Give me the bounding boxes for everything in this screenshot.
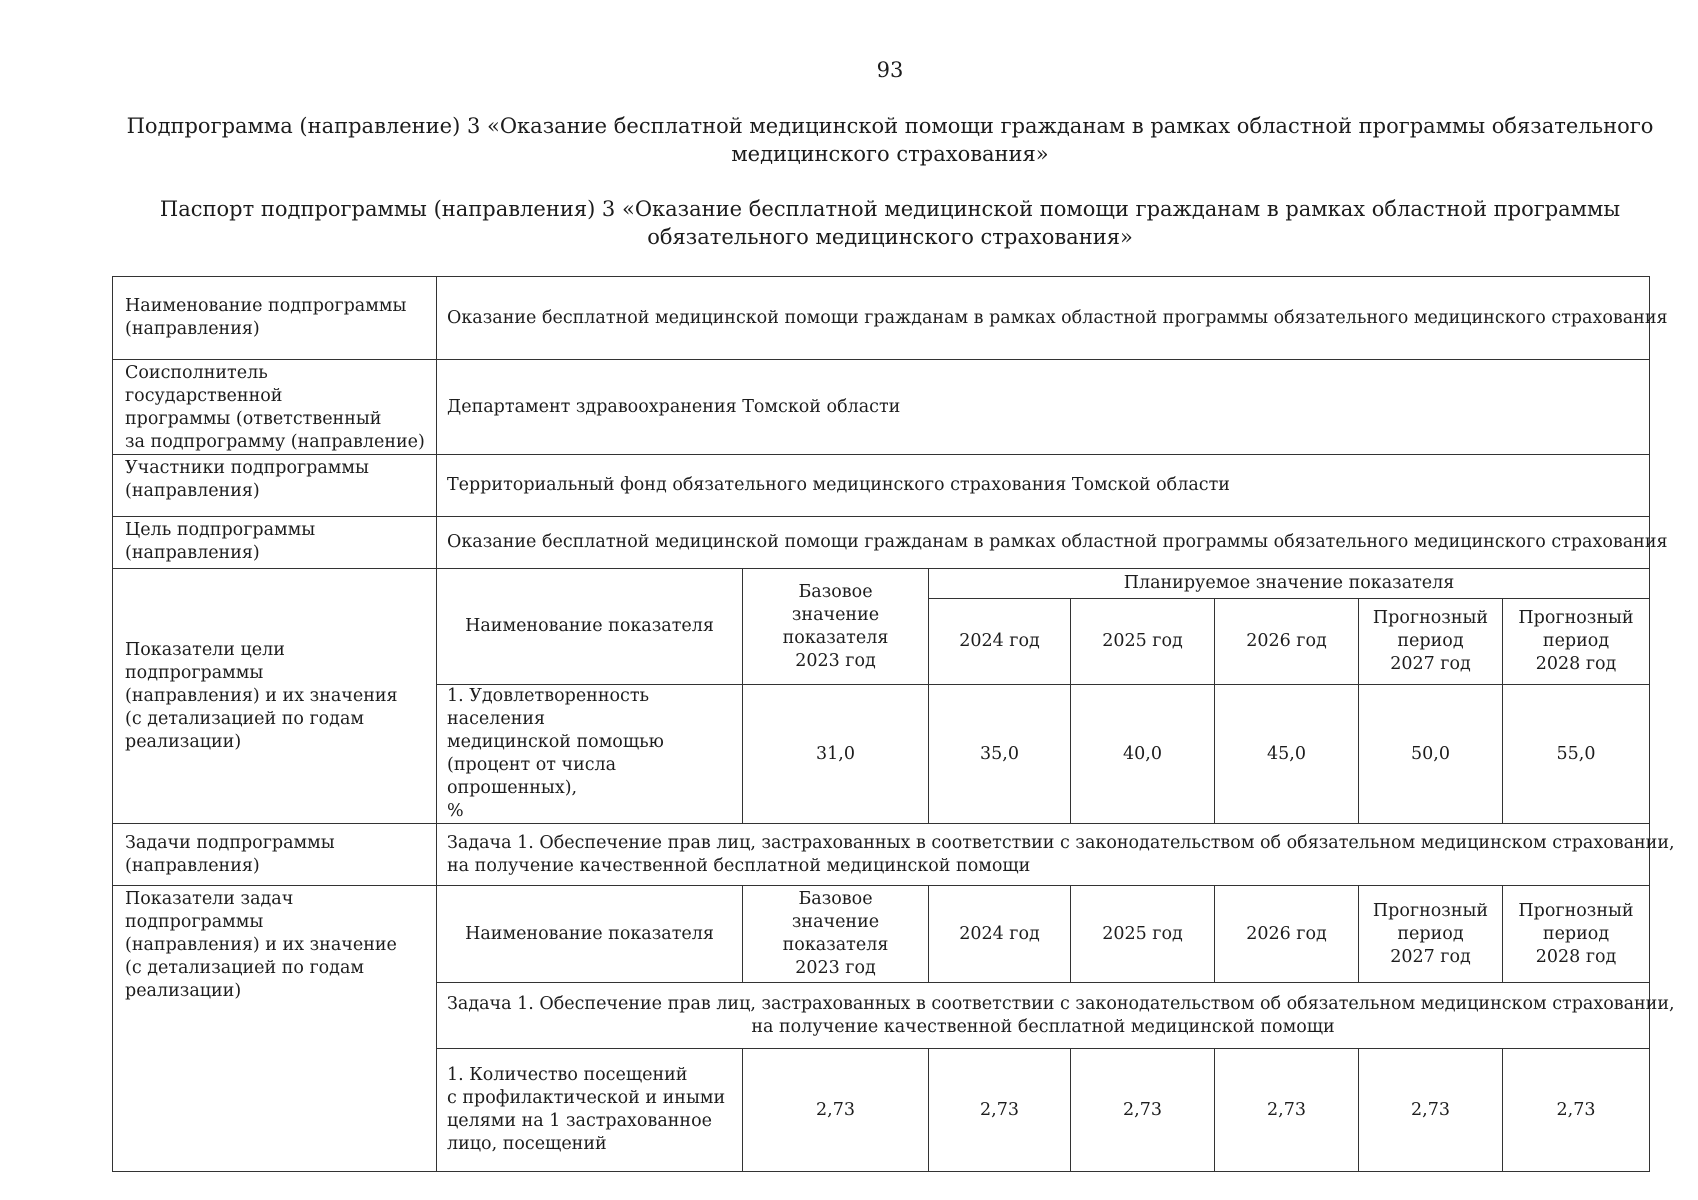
tasks-label-line2: (направления) [125,856,260,876]
tasks-label [113,824,437,886]
participants-value: Территориальный фонд обязательного медицинского страхования Томской области [437,455,1650,517]
task-indicator-name-line4: лицо, посещений [447,1134,607,1154]
goal-label-line2: (направления) [125,543,260,563]
task-indicators-label-line2: (направления) и их значение [125,935,397,955]
coexecutor-label [113,360,437,455]
goal-indicator-name-line4: % [447,801,464,821]
task-value-2028: 2,73 [1503,1049,1650,1172]
task-indicators-label-line1: Показатели задач подпрограммы [125,889,294,932]
participants-label [113,455,437,517]
task-indicators-label-line4: реализации) [125,981,242,1001]
goal-label [113,517,437,569]
task-indicator-name [437,1049,743,1172]
task-indicators-task-text [437,983,1675,1049]
task-forecast-2027-line1: Прогнозный [1372,900,1489,921]
task-forecast-2028-line1: Прогнозный [1518,900,1634,921]
passport-title-line2: обязательного медицинского страхования» [647,225,1133,249]
task-base-header-line3: 2023 год [795,958,876,978]
goal-forecast-2027-line1: Прогнозный [1372,608,1489,628]
tasks-label-line1: Задачи подпрограммы [125,833,335,853]
task-indicator-name-line1: 1. Количество посещений [447,1065,688,1085]
task-indicator-name-line2: с профилактической и иными [447,1088,726,1108]
passport-table [112,276,1675,1172]
task-value-2027: 2,73 [1359,1049,1503,1172]
passport-title [120,195,1660,251]
subprogram-title [120,112,1660,168]
task-year-2025-header: 2025 год [1071,886,1215,983]
goal-indicator-name-line1: 1. Удовлетворенность населения [447,686,650,729]
task-forecast-2028-header [1503,886,1650,983]
goal-year-2024-header: 2024 год [929,599,1071,685]
task-forecast-2027-line3: 2027 год [1390,946,1471,967]
goal-base-value: 31,0 [743,685,929,824]
goal-forecast-2027-line3: 2027 год [1390,654,1471,674]
goal-forecast-2028-header [1503,599,1650,685]
task-indicators-label-line3: (с детализацией по годам [125,958,364,978]
task-forecast-2028-line3: 2028 год [1535,946,1617,967]
row-name [113,277,1650,360]
tasks-value [437,824,1675,886]
name-label [113,277,437,360]
coexecutor-value: Департамент здравоохранения Томской области [437,360,1650,455]
goal-forecast-2028-line3: 2028 год [1535,654,1617,674]
page-number: 93 [876,58,904,82]
task-indicators-task-line2: на получение качественной бесплатной медицинской помощи [751,1016,1335,1037]
goal-indicator-name-line3: (процент от числа опрошенных), [447,755,617,798]
task-value-2024: 2,73 [929,1049,1071,1172]
goal-forecast-2027-line2: период [1397,631,1464,651]
goal-indicators-label-line4: реализации) [125,731,242,752]
name-label-line1: Наименование подпрограммы [125,296,407,316]
goal-indicator-name-header: Наименование показателя [437,569,743,685]
goal-year-2025-header: 2025 год [1071,599,1215,685]
task-year-2026-header: 2026 год [1215,886,1359,983]
task-indicators-header-row [113,886,1650,983]
name-label-line2: (направления) [125,319,260,339]
goal-indicators-header-row1 [113,569,1650,599]
task-forecast-2027-header [1359,886,1503,983]
participants-label-line1: Участники подпрограммы [125,458,369,478]
goal-base-header-line1: Базовое значение [791,581,880,625]
goal-base-header-line3: 2023 год [795,650,876,671]
goal-forecast-2027-header [1359,599,1503,685]
coexecutor-label-line3: за подпрограмму (направление) [125,432,425,452]
task-value-2025: 2,73 [1071,1049,1215,1172]
row-coexecutor [113,360,1650,455]
goal-value-2024: 35,0 [929,685,1071,824]
planned-value-header: Планируемое значение показателя [929,569,1650,599]
goal-indicators-label-line1: Показатели цели подпрограммы [125,639,285,683]
goal-value-2027: 50,0 [1359,685,1503,824]
task-indicator-name-header: Наименование показателя [437,886,743,983]
subprogram-title-line2: медицинского страхования» [731,142,1049,166]
task-value-2026: 2,73 [1215,1049,1359,1172]
goal-indicator-name-line2: медицинской помощью [447,732,664,752]
goal-forecast-2028-line1: Прогнозный [1518,608,1634,628]
participants-label-line2: (направления) [125,481,260,501]
task-base-value: 2,73 [743,1049,929,1172]
subprogram-title-line1: Подпрограмма (направление) 3 «Оказание бесплатной медицинской помощи гражданам в рамках областной программы обязательного [126,114,1654,138]
coexecutor-label-line1: Соисполнитель государственной [125,363,283,406]
row-goal [113,517,1650,569]
goal-value-2025: 40,0 [1071,685,1215,824]
goal-value-2028: 55,0 [1503,685,1650,824]
tasks-value-line1: Задача 1. Обеспечение прав лиц, застрахованных в соответствии с законодательством об обязательном медицинском страховании, [447,832,1675,853]
task-forecast-2027-line2: период [1397,923,1464,944]
goal-year-2026-header: 2026 год [1215,599,1359,685]
goal-indicators-label [113,569,437,824]
task-indicators-label [113,886,437,1172]
goal-base-header-line2: показателя [782,627,889,648]
tasks-value-line2: на получение качественной бесплатной медицинской помощи [447,855,1031,876]
row-tasks [113,824,1650,886]
name-value: Оказание бесплатной медицинской помощи гражданам в рамках областной программы обязательного медицинского страхования [437,277,1650,360]
goal-base-value-header [743,569,929,685]
task-year-2024-header: 2024 год [929,886,1071,983]
task-indicator-name-line3: целями на 1 застрахованное [447,1111,712,1131]
coexecutor-label-line2: программы (ответственный [125,409,382,429]
goal-forecast-2028-line2: период [1542,631,1610,651]
task-base-header-line2: показателя [782,935,889,955]
row-participants [113,455,1650,517]
task-forecast-2028-line2: период [1542,923,1610,944]
task-indicators-task-line1: Задача 1. Обеспечение прав лиц, застрахованных в соответствии с законодательством об обязательном медицинском страховании, [447,993,1675,1014]
goal-value-2026: 45,0 [1215,685,1359,824]
goal-indicators-label-line2: (направления) и их значения [125,685,398,706]
passport-title-line1: Паспорт подпрограммы (направления) 3 «Оказание бесплатной медицинской помощи гражданам в рамках областной программы [159,197,1621,221]
goal-indicator-name [437,685,743,824]
task-base-header-line1: Базовое значение [791,889,880,932]
task-base-value-header [743,886,929,983]
goal-value: Оказание бесплатной медицинской помощи гражданам в рамках областной программы обязательного медицинского страхования [437,517,1650,569]
goal-label-line1: Цель подпрограммы [125,520,316,540]
goal-indicators-label-line3: (с детализацией по годам [125,708,364,729]
